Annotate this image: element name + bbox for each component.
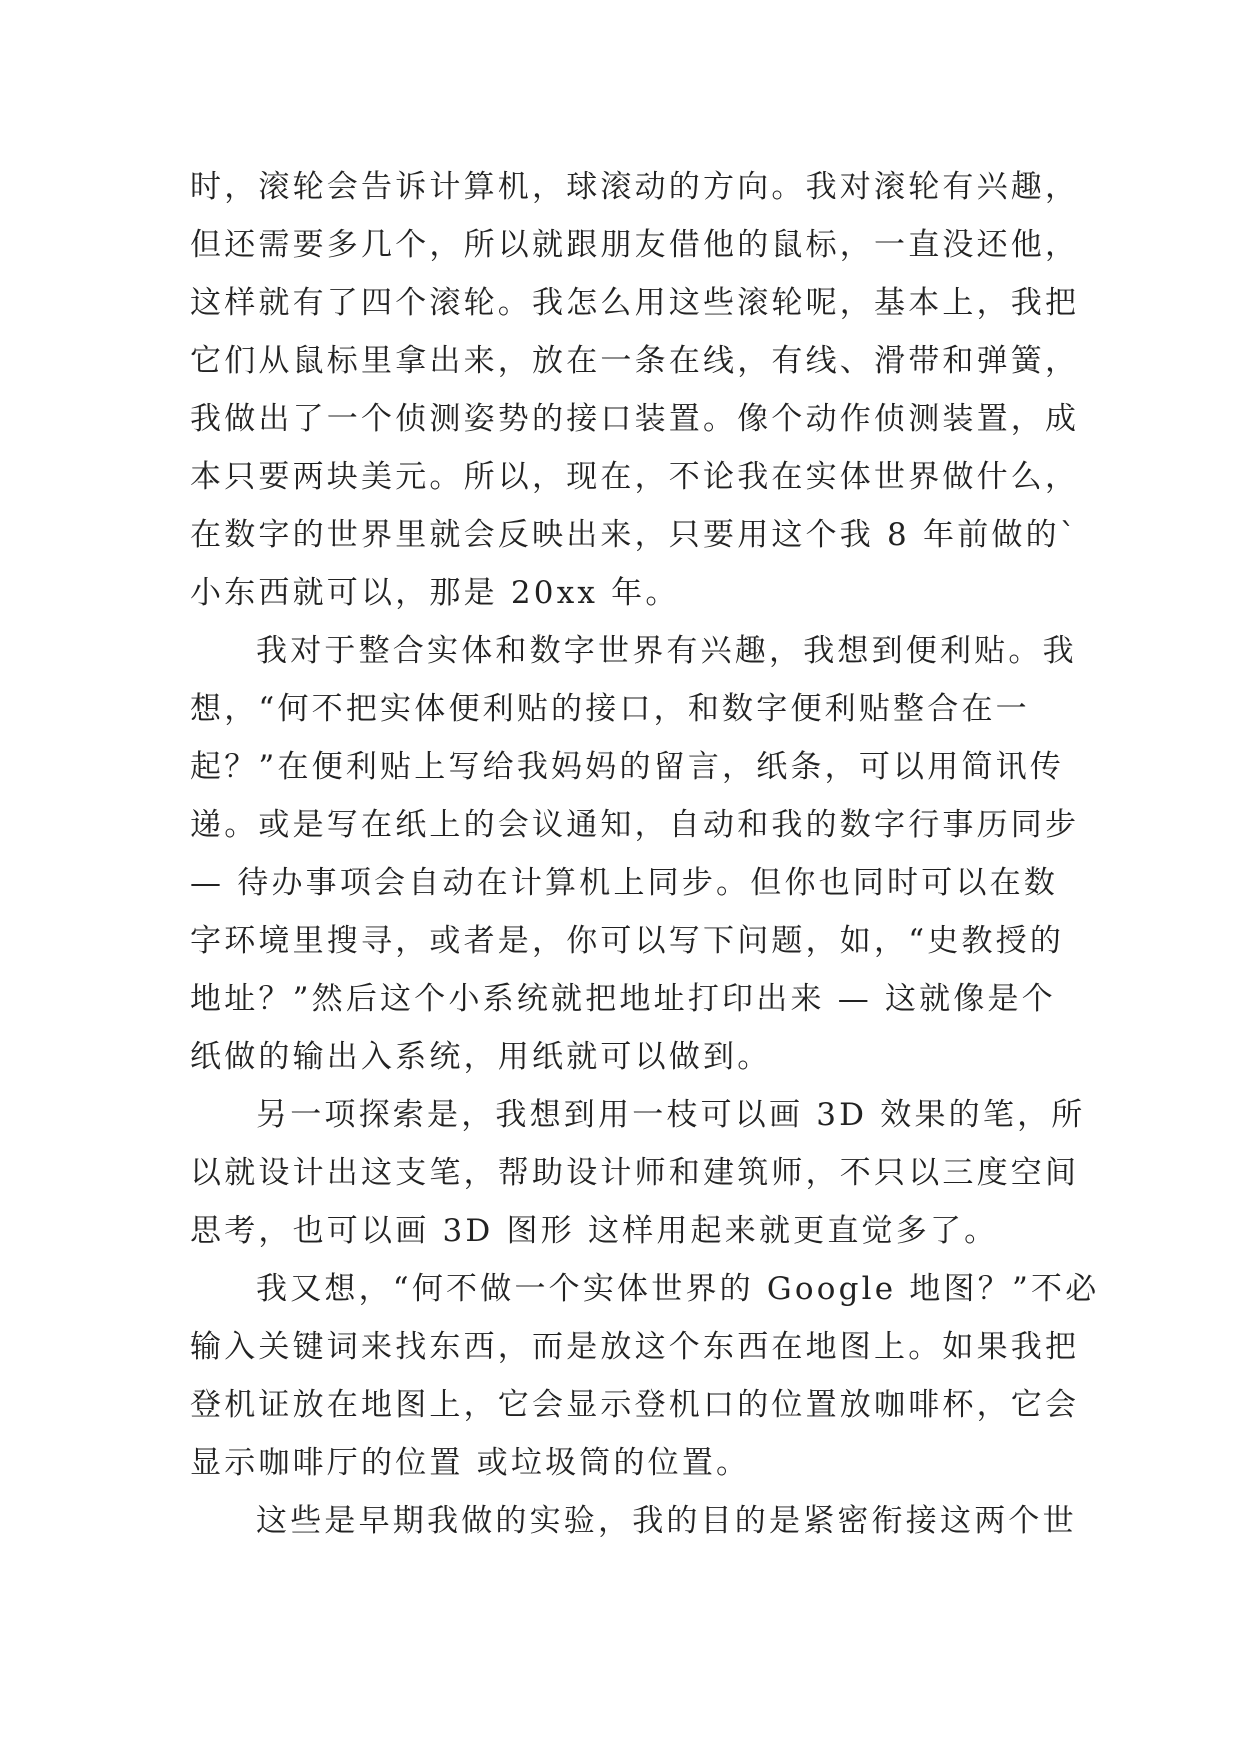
text-line: 递。或是写在纸上的会议通知，自动和我的数字行事历同步 [190, 807, 1080, 843]
paragraph-sticky-notes [190, 622, 1080, 1086]
text-line: 显示咖啡厅的位置 或垃圾筒的位置。 [190, 1445, 751, 1481]
text-line: — 待办事项会自动在计算机上同步。但你也同时可以在数 [190, 865, 1059, 901]
text-line: 另一项探索是，我想到用一枝可以画 3D 效果的笔，所 [256, 1097, 1086, 1133]
text-line: 以就设计出这支笔，帮助设计师和建筑师，不只以三度空间 [190, 1155, 1080, 1191]
paragraph-physical-map [190, 1260, 1100, 1492]
text-line: 纸做的输出入系统，用纸就可以做到。 [190, 1039, 772, 1075]
body-text [190, 158, 1100, 1550]
paragraph-early-experiments [190, 1492, 1077, 1550]
text-line: 这样就有了四个滚轮。我怎么用这些滚轮呢，基本上，我把 [190, 285, 1080, 321]
text-line: 这些是早期我做的实验，我的目的是紧密衔接这两个世 [256, 1503, 1077, 1539]
text-line: 登机证放在地图上，它会显示登机口的位置放咖啡杯，它会 [190, 1387, 1080, 1423]
text-line: 时，滚轮会告诉计算机，球滚动的方向。我对滚轮有兴趣， [190, 169, 1080, 205]
text-line: 起？”在便利贴上写给我妈妈的留言，纸条，可以用简讯传 [190, 749, 1065, 785]
text-line: 想，“何不把实体便利贴的接口，和数字便利贴整合在一 [190, 691, 1030, 727]
text-line: 本只要两块美元。所以，现在，不论我在实体世界做什么， [190, 459, 1080, 495]
paragraph-trackball-wheels [190, 158, 1080, 622]
text-line: 输入关键词来找东西，而是放这个东西在地图上。如果我把 [190, 1329, 1080, 1365]
text-line: 地址？”然后这个小系统就把地址打印出来 — 这就像是个 [190, 981, 1056, 1017]
text-line: 我做出了一个侦测姿势的接口装置。像个动作侦测装置，成 [190, 401, 1080, 437]
text-line: 我对于整合实体和数字世界有兴趣，我想到便利贴。我 [256, 633, 1077, 669]
text-line: 字环境里搜寻，或者是，你可以写下问题，如，“史教授的 [190, 923, 1065, 959]
text-line: 它们从鼠标里拿出来，放在一条在线，有线、滑带和弹簧， [190, 343, 1080, 379]
text-line: 我又想，“何不做一个实体世界的 Google 地图？”不必 [256, 1271, 1100, 1307]
text-line: 在数字的世界里就会反映出来，只要用这个我 8 年前做的` [190, 517, 1079, 553]
paragraph-3d-pen [190, 1086, 1086, 1260]
text-line: 小东西就可以，那是 20xx 年。 [190, 575, 680, 611]
text-line: 思考，也可以画 3D 图形 这样用起来就更直觉多了。 [190, 1213, 999, 1249]
text-line: 但还需要多几个，所以就跟朋友借他的鼠标，一直没还他， [190, 227, 1080, 263]
